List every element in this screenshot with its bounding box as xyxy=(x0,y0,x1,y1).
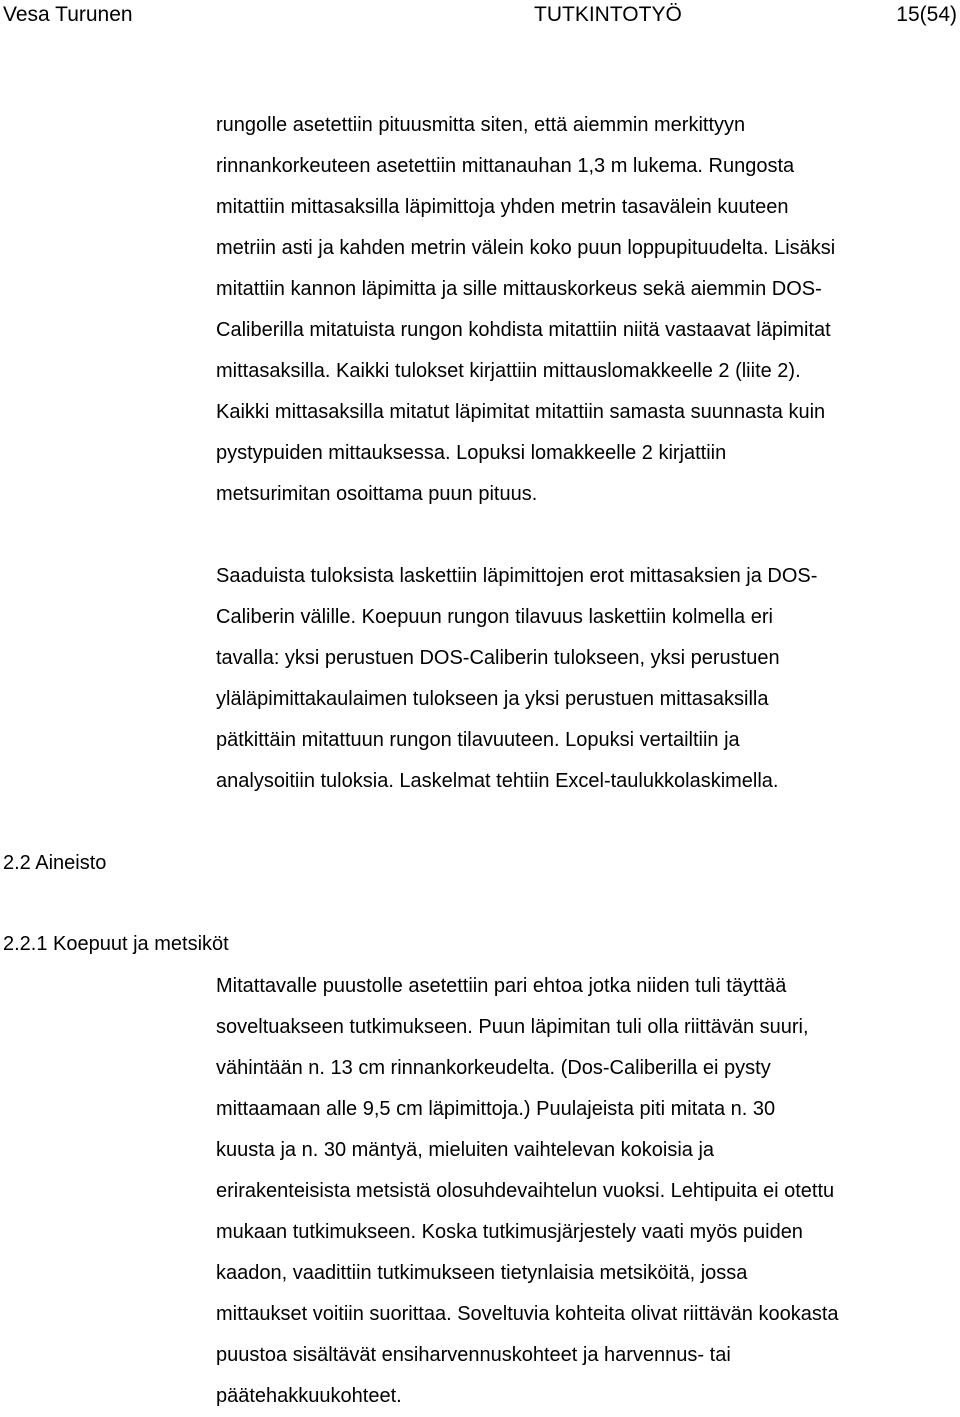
body-paragraph-1 xyxy=(216,105,835,515)
text-line: kaadon, vaadittiin tutkimukseen tietynlaisia metsiköitä, jossa xyxy=(216,1262,748,1284)
text-line: yläläpimittakaulaimen tulokseen ja yksi perustuen mittasaksilla xyxy=(216,688,769,710)
text-line: mittaukset voitiin suorittaa. Soveltuvia kohteita olivat riittävän kookasta xyxy=(216,1303,839,1325)
text-line: Caliberilla mitatuista rungon kohdista mitattiin niitä vastaavat läpimitat xyxy=(216,319,831,341)
text-line: Saaduista tuloksista laskettiin läpimittojen erot mittasaksien ja DOS- xyxy=(216,565,818,587)
text-line: rinnankorkeuteen asetettiin mittanauhan 1,3 m lukema. Rungosta xyxy=(216,155,795,177)
text-line: Mitattavalle puustolle asetettiin pari ehtoa jotka niiden tuli täyttää xyxy=(216,975,787,997)
text-line: puustoa sisältävät ensiharvennuskohteet ja harvennus- tai xyxy=(216,1344,731,1366)
text-line: pystypuiden mittauksessa. Lopuksi lomakkeelle 2 kirjattiin xyxy=(216,442,727,464)
subsection-heading: 2.2.1 Koepuut ja metsiköt xyxy=(3,933,229,955)
header-page-number: 15(54) xyxy=(896,3,957,26)
text-line: soveltuakseen tutkimukseen. Puun läpimitan tuli olla riittävän suuri, xyxy=(216,1016,809,1038)
text-line: päätehakkuukohteet. xyxy=(216,1385,402,1407)
text-line: tavalla: yksi perustuen DOS-Caliberin tulokseen, yksi perustuen xyxy=(216,647,780,669)
header-author: Vesa Turunen xyxy=(3,3,133,26)
text-line: Caliberin välille. Koepuun rungon tilavuus laskettiin kolmella eri xyxy=(216,606,773,628)
text-line: vähintään n. 13 cm rinnankorkeudelta. (Dos-Caliberilla ei pysty xyxy=(216,1057,771,1079)
text-line: metsurimitan osoittama puun pituus. xyxy=(216,483,538,505)
text-line: rungolle asetettiin pituusmitta siten, että aiemmin merkittyyn xyxy=(216,114,746,136)
text-line: erirakenteisista metsistä olosuhdevaihtelun vuoksi. Lehtipuita ei otettu xyxy=(216,1180,835,1202)
text-line: analysoitiin tuloksia. Laskelmat tehtiin Excel-taulukkolaskimella. xyxy=(216,770,779,792)
body-paragraph-3 xyxy=(216,966,839,1417)
text-line: kuusta ja n. 30 mäntyä, mieluiten vaihtelevan kokoisia ja xyxy=(216,1139,715,1161)
text-line: mitattiin kannon läpimitta ja sille mittauskorkeus sekä aiemmin DOS- xyxy=(216,278,822,300)
section-heading: 2.2 Aineisto xyxy=(3,852,107,874)
text-line: Kaikki mittasaksilla mitatut läpimitat mitattiin samasta suunnasta kuin xyxy=(216,401,826,423)
header-document-type: TUTKINTOTYÖ xyxy=(534,3,682,26)
text-line: mitattiin mittasaksilla läpimittoja yhden metrin tasavälein kuuteen xyxy=(216,196,789,218)
text-line: mittasaksilla. Kaikki tulokset kirjattiin mittauslomakkeelle 2 (liite 2). xyxy=(216,360,801,382)
body-paragraph-2 xyxy=(216,556,817,802)
text-line: pätkittäin mitattuun rungon tilavuuteen. Lopuksi vertailtiin ja xyxy=(216,729,740,751)
text-line: metriin asti ja kahden metrin välein koko puun loppupituudelta. Lisäksi xyxy=(216,237,836,259)
text-line: mukaan tutkimukseen. Koska tutkimusjärjestely vaati myös puiden xyxy=(216,1221,803,1243)
text-line: mittaamaan alle 9,5 cm läpimittoja.) Puulajeista piti mitata n. 30 xyxy=(216,1098,776,1120)
page-header xyxy=(0,3,960,31)
